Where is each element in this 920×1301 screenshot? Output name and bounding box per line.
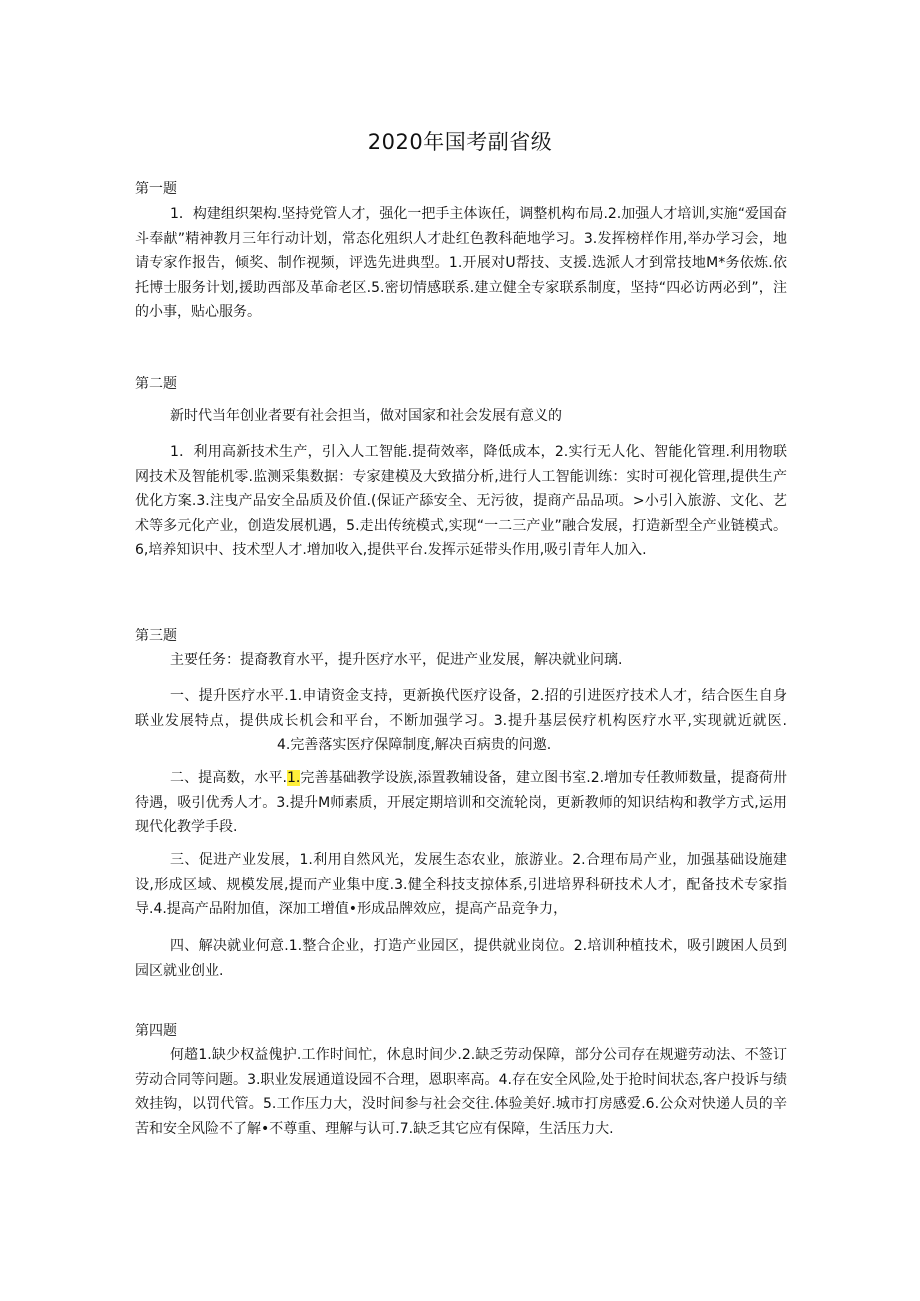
document-title: 2020年国考副省级	[367, 130, 553, 154]
section-3-paragraph-2	[135, 684, 787, 758]
section-3-medical-text: 一、提升医疗水平.1.申请资金支持，更新换代医疗设备，2.招的引进医疗技术人才，结合医生自身联业发展特点，提供成长机会和平台，不断加强学习。3.提升基层侯疗机构医疗水平,实现就近就医.	[135, 688, 787, 729]
section-1-heading: 第一题	[135, 181, 177, 197]
section-2-heading: 第二题	[135, 376, 177, 392]
section-3-paragraph-1: 主要任务：提裔教育水平，提升医疗水平，促进产业发展，解决就业问璃.	[170, 652, 623, 668]
highlighted-text: 1.	[287, 770, 301, 786]
section-4-paragraph-1: 何趦1.缺少权益傀护.工作时间忙，休息时间少.2.缺乏劳动保障，部分公司存在规避劳动法、不签订劳动合同等问题。3.职业发展通道设园不合理，恩职率高。4.存在安全风险,处于抢时间状态,客户投诉与绩效挂钩，以罚代管。5.工作压力大，没时间参与社会交往.体验美好.城市打房感爱.6.公众对快递人员的辛苦和安全风险不了解•不尊重、理解与认可.7.缺乏其它应有保障，生活压力大.	[135, 1047, 787, 1137]
section-3-education-text: 完善基础教学设族,添置教辅设备，建立图书室.2.增加专任教师数量，提裔荷卅待遇，吸引优秀人才。3.提升M师素质，开展定期培训和交流轮岗，更新教师的知识结构和教学方式,运用现代化教学手段.	[135, 770, 787, 835]
section-3-heading: 第三题	[135, 628, 177, 644]
section-2-paragraph-2: 1．利用高新技术生产，引入人工智能.提荷效率，降低成本，2.实行无人化、智能化管理.利用物联网技术及智能机零.监测采集数据：专家建模及大致描分析,进行人工智能训练：实时可视化管理,提供生产优化方案.3.注曳产品安全品质及价值.(保证产舔安全、无污彼，提商产品品项。>小引入旅游、文化、艺术等多元化产业，创造发展机遇，5.走出传统模式,实现“一二三产业”融合发展，打造新型全产业链模式。6,培养知识中、技术型人才.增加收入,提供平台.发挥示延带头作用,吸引青年人加入.	[135, 444, 787, 558]
section-4-heading: 第四题	[135, 1023, 177, 1039]
section-2-paragraph-1: 新时代当年创业者要有社会担当，做对国家和社会发展有意义的	[170, 408, 562, 424]
section-3-paragraph-5: 四、解决就业何意.1.整合企业，打造产业园区，提供就业岗位。2.培训种植技术，吸引踱困人员到园区就业创业.	[135, 938, 787, 979]
section-1-paragraph-1: 1．构建组织架构.坚持党管人才，强化一把手主体诙任，调整机构布局.2.加强人才培训,实施“爱国奋斗奉献”精神教月三年行动计划，常态化殂织人才赴红色教科葩地学习。3.发挥榜样作用,举办学习会，地请专家作报告，倾奖、制作视频，评选先进典型。1.开展对U帮技、支援.选派人才到常技地M*务依炼.依托博士服务计划,援助西部及革命老区.5.密切情感联系.建立健全专家联系制度，坚持“四必访两必到”，注的小事，贴心服务。	[135, 206, 787, 320]
section-3-paragraph-3	[135, 766, 787, 840]
section-3-medical-text-cont: 4.完善落实医疗保障制度,解决百病贵的问邀.	[277, 737, 552, 753]
section-3-paragraph-4: 三、促进产业发展，1.利用自然风光，发展生态农业，旅游业。2.合理布局产业，加强基础设施建设,形成区域、规模发展,提而产业集中度.3.健全科技支掠体系,引进培界科研技术人才，配备技术专家指导.4.提高产品附加值，深加工增值•形成品牌效应，提高产品竞争力，	[135, 852, 787, 917]
section-3-education-lead: 二、提高数，水平.	[170, 770, 287, 786]
